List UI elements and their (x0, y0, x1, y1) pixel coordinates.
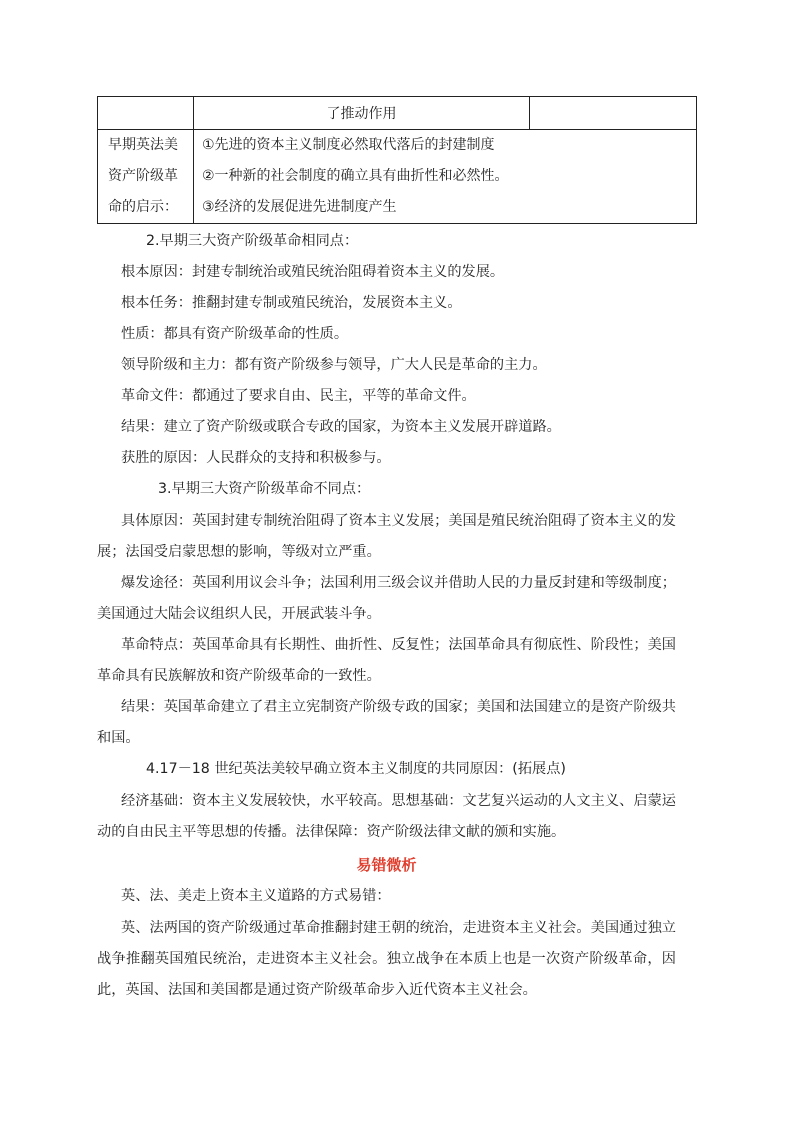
paragraph: 结果：英国革命建立了君主立宪制资产阶级专政的国家；美国和法国建立的是资产阶级共和国。 (97, 699, 676, 746)
paragraph: 英、法、美走上资本主义道路的方式易错： (121, 888, 391, 904)
paragraph: 结果：建立了资产阶级或联合专政的国家，为资本主义发展开辟道路。 (121, 419, 561, 435)
paragraph: 获胜的原因：人民群众的支持和积极参与。 (121, 450, 391, 466)
section-heading: 2.早期三大资产阶级革命相同点： (146, 233, 359, 249)
paragraph: 爆发途径：英国利用议会斗争；法国利用三级会议并借助人民的力量反封建和等级制度；美国通过大陆会议组织人民，开展武装斗争。 (97, 575, 676, 622)
paragraph: 根本任务：推翻封建专制或殖民统治，发展资本主义。 (121, 295, 462, 311)
paragraph: 根本原因：封建专制统治或殖民统治阻碍着资本主义的发展。 (121, 264, 505, 280)
row-label (98, 130, 194, 223)
table-cell (530, 97, 696, 129)
summary-table (97, 96, 697, 224)
list-item: ②一种新的社会制度的确立具有曲折性和必然性。 (202, 168, 509, 184)
table-cell-text: 了推动作用 (326, 106, 397, 122)
row-label-line: 命的启示： (108, 199, 178, 215)
table-row (98, 97, 696, 130)
section-heading: 4.17－18 世纪英法美较早确立资本主义制度的共同原因：(拓展点) (146, 761, 566, 777)
row-label-line: 早期英法美 (108, 137, 178, 153)
table-cell (194, 97, 530, 129)
paragraph: 性质：都具有资产阶级革命的性质。 (121, 326, 349, 342)
row-items (194, 130, 696, 223)
list-item: ③经济的发展促进先进制度产生 (202, 199, 397, 215)
paragraph: 经济基础：资本主义发展较快，水平较高。思想基础：文艺复兴运动的人文主义、启蒙运动的自由民主平等思想的传播。法律保障：资产阶级法律文献的颁和实施。 (97, 793, 676, 840)
row-label-line: 资产阶级革 (108, 168, 178, 184)
error-analysis-heading: 易错微析 (356, 856, 417, 874)
paragraph: 领导阶级和主力：都有资产阶级参与领导，广大人民是革命的主力。 (121, 357, 547, 373)
paragraph: 具体原因：英国封建专制统治阻碍了资本主义发展；美国是殖民统治阻碍了资本主义的发展；法国受启蒙思想的影响，等级对立严重。 (97, 513, 676, 560)
paragraph: 革命文件：都通过了要求自由、民主，平等的革命文件。 (121, 388, 476, 404)
table-row (98, 130, 696, 223)
paragraph: 革命特点：英国革命具有长期性、曲折性、反复性；法国革命具有彻底性、阶段性；美国革命具有民族解放和资产阶级革命的一致性。 (97, 637, 676, 684)
table-cell (98, 97, 194, 129)
paragraph: 英、法两国的资产阶级通过革命推翻封建王朝的统治，走进资本主义社会。美国通过独立战争推翻英国殖民统治，走进资本主义社会。独立战争在本质上也是一次资产阶级革命，因此，英国、法国和美国都是通过资产阶级革命步入近代资本主义社会。 (97, 920, 676, 998)
list-item: ①先进的资本主义制度必然取代落后的封建制度 (202, 137, 495, 153)
section-heading: 3.早期三大资产阶级革命不同点： (158, 481, 371, 497)
